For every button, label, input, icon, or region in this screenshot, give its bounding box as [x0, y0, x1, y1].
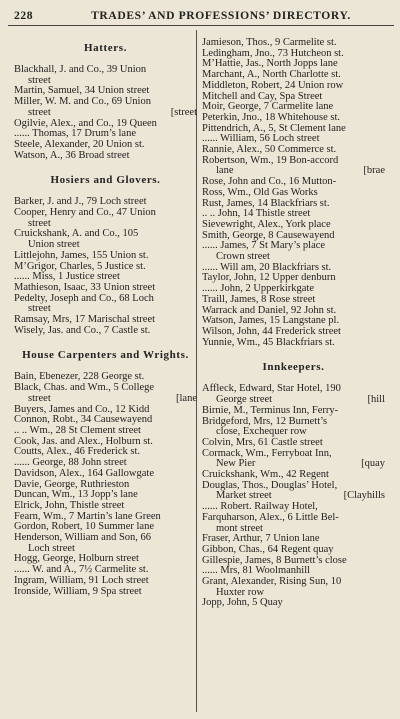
runin-bracket: [quay — [361, 458, 385, 470]
directory-line: close, Exchequer row — [216, 426, 307, 438]
directory-line: Rust, James, 14 Blackfriars st. — [202, 197, 330, 209]
directory-line: Traill, James, 8 Rose street — [202, 293, 316, 305]
directory-line: Connon, Robt., 34 Causewayend — [14, 414, 153, 426]
directory-line: Steele, Alexander, 20 Union st. — [14, 138, 145, 150]
directory-line: Birnie, M., Terminus Inn, Ferry- — [202, 404, 339, 416]
directory-line: Ledingham, Jno., 73 Hutcheon st. — [202, 47, 344, 59]
directory-line: Colvin, Mrs, 61 Castle street — [202, 436, 323, 448]
directory-line: Smith, George, 8 Causewayend — [202, 229, 335, 241]
directory-line: Peterkin, Jno., 18 Whitehouse st. — [202, 111, 341, 123]
directory-line: Douglas, Thos., Douglas’ Hotel, — [202, 479, 338, 491]
directory-line: Davidson, Alex., 164 Gallowgate — [14, 467, 154, 479]
directory-line: M’Hattie, Jas., North Jopps lane — [202, 58, 338, 70]
directory-line: Gordon, Robert, 10 Summer lane — [14, 521, 154, 533]
directory-line — [14, 394, 197, 405]
directory-line: ...... George, 88 John street — [14, 457, 127, 469]
directory-line: .. .. Wm., 28 St Clement street — [14, 424, 141, 436]
directory-line: Blackhall, J. and Co., 39 Union — [14, 64, 147, 75]
directory-line: Fraser, Arthur, 7 Union lane — [202, 533, 320, 545]
directory-line: Cruickshank, A. and Co., 105 — [14, 228, 139, 240]
directory-line: Cormack, Wm., Ferryboat Inn, — [202, 447, 332, 459]
directory-line: Warrack and Daniel, 92 John st. — [202, 304, 337, 316]
page-number: 228 — [14, 9, 34, 22]
directory-line-text: lane — [216, 165, 234, 177]
directory-line: Ingram, William, 91 Loch street — [14, 574, 149, 586]
directory-line-text: New Pier — [216, 458, 256, 470]
directory-line: Sievewright, Alex., York place — [202, 218, 331, 230]
directory-line: Gillespie, James, 8 Burnett’s close — [202, 554, 347, 566]
directory-line: ...... John, 2 Upperkirkgate — [202, 283, 314, 295]
directory-line: ...... Miss, 1 Justice street — [14, 271, 120, 283]
header-rule — [8, 25, 394, 26]
directory-line: Marchant, A., North Charlotte st. — [202, 69, 341, 81]
directory-line: Jopp, John, 5 Quay — [202, 597, 283, 609]
directory-line: ...... James, 7 St Mary’s place — [202, 240, 326, 252]
directory-line: Watson, James, 15 Langstane pl. — [202, 315, 340, 327]
directory-line: ...... Thomas, 17 Drum’s lane — [14, 128, 137, 140]
directory-line: Miller, W. M. and Co., 69 Union — [14, 96, 151, 108]
runin-bracket: [hill — [367, 394, 385, 406]
directory-line: Rose, John and Co., 16 Mutton- — [202, 176, 337, 188]
runin-bracket: [lane — [176, 392, 197, 404]
runin-bracket: [street — [170, 106, 197, 118]
directory-line: Pittendrich, A., 5, St Clement lane — [202, 122, 346, 134]
carpenters-continued-list — [202, 38, 385, 348]
directory-line: Duncan, Wm., 13 Jopp’s lane — [14, 489, 138, 501]
left-column — [14, 38, 197, 597]
directory-line-text: street — [28, 106, 51, 118]
directory-line: Gibbon, Chas., 64 Regent quay — [202, 543, 334, 555]
carpenters-list — [14, 372, 197, 597]
directory-line: ...... William, 56 Loch street — [202, 133, 320, 145]
innkeepers-list — [202, 384, 385, 609]
directory-line: Middleton, Robert, 24 Union row — [202, 79, 344, 91]
directory-line: .. .. John, 14 Thistle street — [202, 208, 311, 220]
directory-line: Pedelty, Joseph and Co., 68 Loch — [14, 292, 154, 304]
runin-bracket: [Clayhills — [343, 490, 385, 502]
directory-line: Wisely, Jas. and Co., 7 Castle st. — [14, 324, 151, 336]
directory-line: Affleck, Edward, Star Hotel, 190 — [202, 383, 341, 395]
directory-line: Jamieson, Thos., 9 Carmelite st. — [202, 37, 337, 48]
directory-line: Elrick, John, Thistle street — [14, 499, 125, 511]
directory-line: Yunnie, Wm., 45 Blackfriars st. — [202, 336, 335, 348]
hosiers-list — [14, 197, 197, 336]
directory-line: Rannie, Alex., 50 Commerce st. — [202, 144, 337, 156]
directory-line: street — [28, 303, 51, 315]
directory-line: Fearn, Wm., 7 Martin’s lane Green — [14, 510, 161, 522]
directory-line: Moir, George, 7 Carmelite lane — [202, 101, 334, 113]
directory-line: Ross, Wm., Old Gas Works — [202, 186, 318, 198]
directory-line: Davie, George, Ruthrieston — [14, 478, 130, 490]
directory-line — [14, 108, 197, 119]
directory-line: Buyers, James and Co., 12 Kidd — [14, 403, 150, 415]
running-title: TRADES’ AND PROFESSIONS’ DIRECTORY. — [91, 9, 351, 22]
directory-line: mont street — [216, 522, 263, 534]
directory-line: Cooper, Henry and Co., 47 Union — [14, 207, 156, 219]
directory-line: Coutts, Alex., 46 Frederick st. — [14, 446, 140, 458]
directory-line: Cruickshank, Wm., 42 Regent — [202, 469, 329, 481]
directory-line: Union street — [28, 239, 80, 251]
directory-line: M’Grigor, Charles, 5 Justice st. — [14, 260, 146, 272]
directory-line: Cook, Jas. and Alex., Holburn st. — [14, 435, 153, 447]
directory-line: Robertson, Wm., 19 Bon-accord — [202, 154, 339, 166]
directory-line: Bridgeford, Mrs, 12 Burnett’s — [202, 415, 328, 427]
directory-line: Taylor, John, 12 Upper denburn — [202, 272, 336, 284]
directory-line: Ironside, William, 9 Spa street — [14, 585, 142, 597]
directory-line: Ogilvie, Alex., and Co., 19 Queen — [14, 117, 157, 129]
directory-line: Crown street — [216, 251, 270, 263]
section-heading-hosiers: Hosiers and Glovers. — [50, 174, 161, 187]
directory-line: Wilson, John, 44 Frederick street — [202, 325, 341, 337]
directory-line-text: George street — [216, 394, 273, 406]
directory-line: Black, Chas. and Wm., 5 College — [14, 382, 155, 394]
directory-line: Bain, Ebenezer, 228 George st. — [14, 371, 145, 383]
directory-line: Martin, Samuel, 34 Union street — [14, 85, 150, 97]
directory-line-text: street — [28, 392, 51, 404]
directory-line: ...... Mrs, 81 Woolmanhill — [202, 565, 311, 577]
section-heading-carpenters: House Carpenters and Wrights. — [22, 349, 189, 362]
directory-line: Watson, A., 36 Broad street — [14, 149, 130, 161]
directory-line: street — [28, 74, 51, 86]
right-column — [202, 38, 385, 609]
directory-line: street — [28, 217, 51, 229]
directory-line-text: Market street — [216, 490, 272, 502]
directory-line: Ramsay, Mrs, 17 Marischal street — [14, 314, 156, 326]
directory-line: Huxter row — [216, 586, 265, 598]
directory-line: Loch street — [28, 542, 75, 554]
directory-line: Mitchell and Cay, Spa Street — [202, 90, 323, 102]
directory-line: Littlejohn, James, 155 Union st. — [14, 249, 149, 261]
page-header — [10, 6, 392, 24]
directory-line: Farquharson, Alex., 6 Little Bel- — [202, 511, 339, 523]
directory-line: ...... W. and A., 7½ Carmelite st. — [14, 564, 149, 576]
directory-line: Hogg, George, Holburn street — [14, 553, 139, 565]
directory-line: Mathieson, Isaac, 33 Union street — [14, 281, 156, 293]
directory-line: ...... Robert. Railway Hotel, — [202, 501, 318, 513]
directory-line: Barker, J. and J., 79 Loch street — [14, 196, 147, 208]
hatters-list — [14, 65, 197, 161]
section-heading-hatters: Hatters. — [84, 42, 127, 54]
section-heading-innkeepers: Innkeepers. — [262, 361, 325, 374]
runin-bracket: [brae — [363, 165, 385, 177]
directory-line: ...... Will am, 20 Blackfriars st. — [202, 261, 332, 273]
directory-line: Grant, Alexander, Rising Sun, 10 — [202, 576, 342, 588]
directory-line: Henderson, William and Son, 66 — [14, 532, 152, 544]
